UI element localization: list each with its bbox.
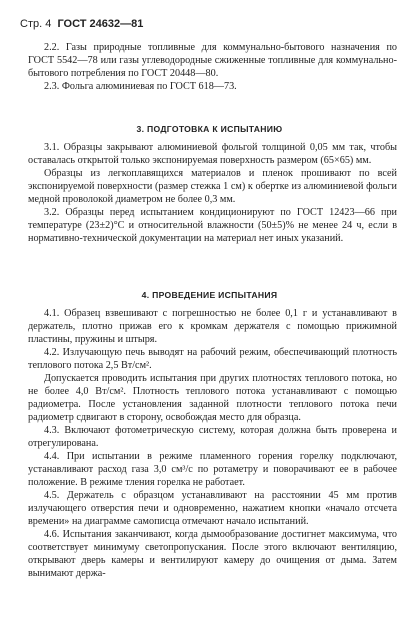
- standard-code: ГОСТ 24632—81: [57, 18, 144, 30]
- paragraph-4-6: 4.6. Испытания заканчивают, когда дымообразование достигнет максимума, что соответствует минимуму светопропускания. После этого включают вентиляцию, открывают дверь камеры и вентилируют камеру до очищения от дыма. Затем вынимают держа-: [28, 529, 397, 579]
- paragraph-4-2b: Допускается проводить испытания при других плотностях теплового потока, но не более 4,0 Вт/см². Плотность теплового потока устанавливают с помощью радиометра. После установления заданной плотности теплового потока печи радиометр сдвигают в сторону, освобождая место для образца.: [28, 373, 397, 423]
- paragraph-4-3: 4.3. Включают фотометрическую систему, которая должна быть проверена и отрегулирована.: [28, 425, 397, 449]
- section3-heading: 3. ПОДГОТОВКА К ИСПЫТАНИЮ: [136, 124, 283, 134]
- paragraph-2-2: 2.2. Газы природные топливные для коммунально-бытового назначения по ГОСТ 5542—78 или газы углеводородные сжиженные топливные для коммунально-бытового потребления по ГОСТ 20448—80.: [28, 42, 397, 79]
- paragraph-3-1b: Образцы из легкоплавящихся материалов и пленок прошивают по всей экспонируемой поверхности (размер стежка 1 см) к обертке из алюминиевой фольги медной проволокой диаметром не более 0,3 мм.: [28, 168, 397, 205]
- paragraph-3-1: 3.1. Образцы закрывают алюминиевой фольгой толщиной 0,05 мм так, чтобы оставалась открытой только экспонируемая поверхность размером (65×65) мм.: [28, 142, 397, 166]
- section4-heading: 4. ПРОВЕДЕНИЕ ИСПЫТАНИЯ: [141, 290, 278, 300]
- paragraph-4-1: 4.1. Образец взвешивают с погрешностью не более 0,1 г и устанавливают в держатель, плотно прижав его к кромкам держателя с помощью прижимной пластины, пружины и штыря.: [28, 308, 397, 345]
- paragraph-3-2: 3.2. Образцы перед испытанием кондиционируют по ГОСТ 12423—66 при температуре (23±2)°С и относительной влажности (50±5)% не менее 24 ч, если в нормативно-технической документации на материал нет иных указаний.: [28, 207, 397, 244]
- paragraph-2-3: 2.3. Фольга алюминиевая по ГОСТ 618—73.: [44, 81, 237, 92]
- paragraph-4-5: 4.5. Держатель с образцом устанавливают на расстоянии 45 мм против излучающего отверстия печи и одновременно, нажатием кнопки «начало отсчета времени» на диаграмме самописца отмечают начало испытаний.: [28, 490, 397, 527]
- page-header: [20, 18, 143, 30]
- section2-tail: [28, 41, 397, 93]
- paragraph-4-2: 4.2. Излучающую печь выводят на рабочий режим, обеспечивающий плотность теплового потока 2,5 Вт/см².: [28, 347, 397, 371]
- page-number: Стр. 4: [20, 18, 52, 30]
- section4-body: [28, 307, 397, 580]
- section3-body: [28, 141, 397, 245]
- paragraph-4-4: 4.4. При испытании в режиме пламенного горения горелку подключают, устанавливают расход газа 3,0 см³/с по ротаметру и поворачивают ее в рабочее положение. В режиме тления горелка не работает.: [28, 451, 397, 488]
